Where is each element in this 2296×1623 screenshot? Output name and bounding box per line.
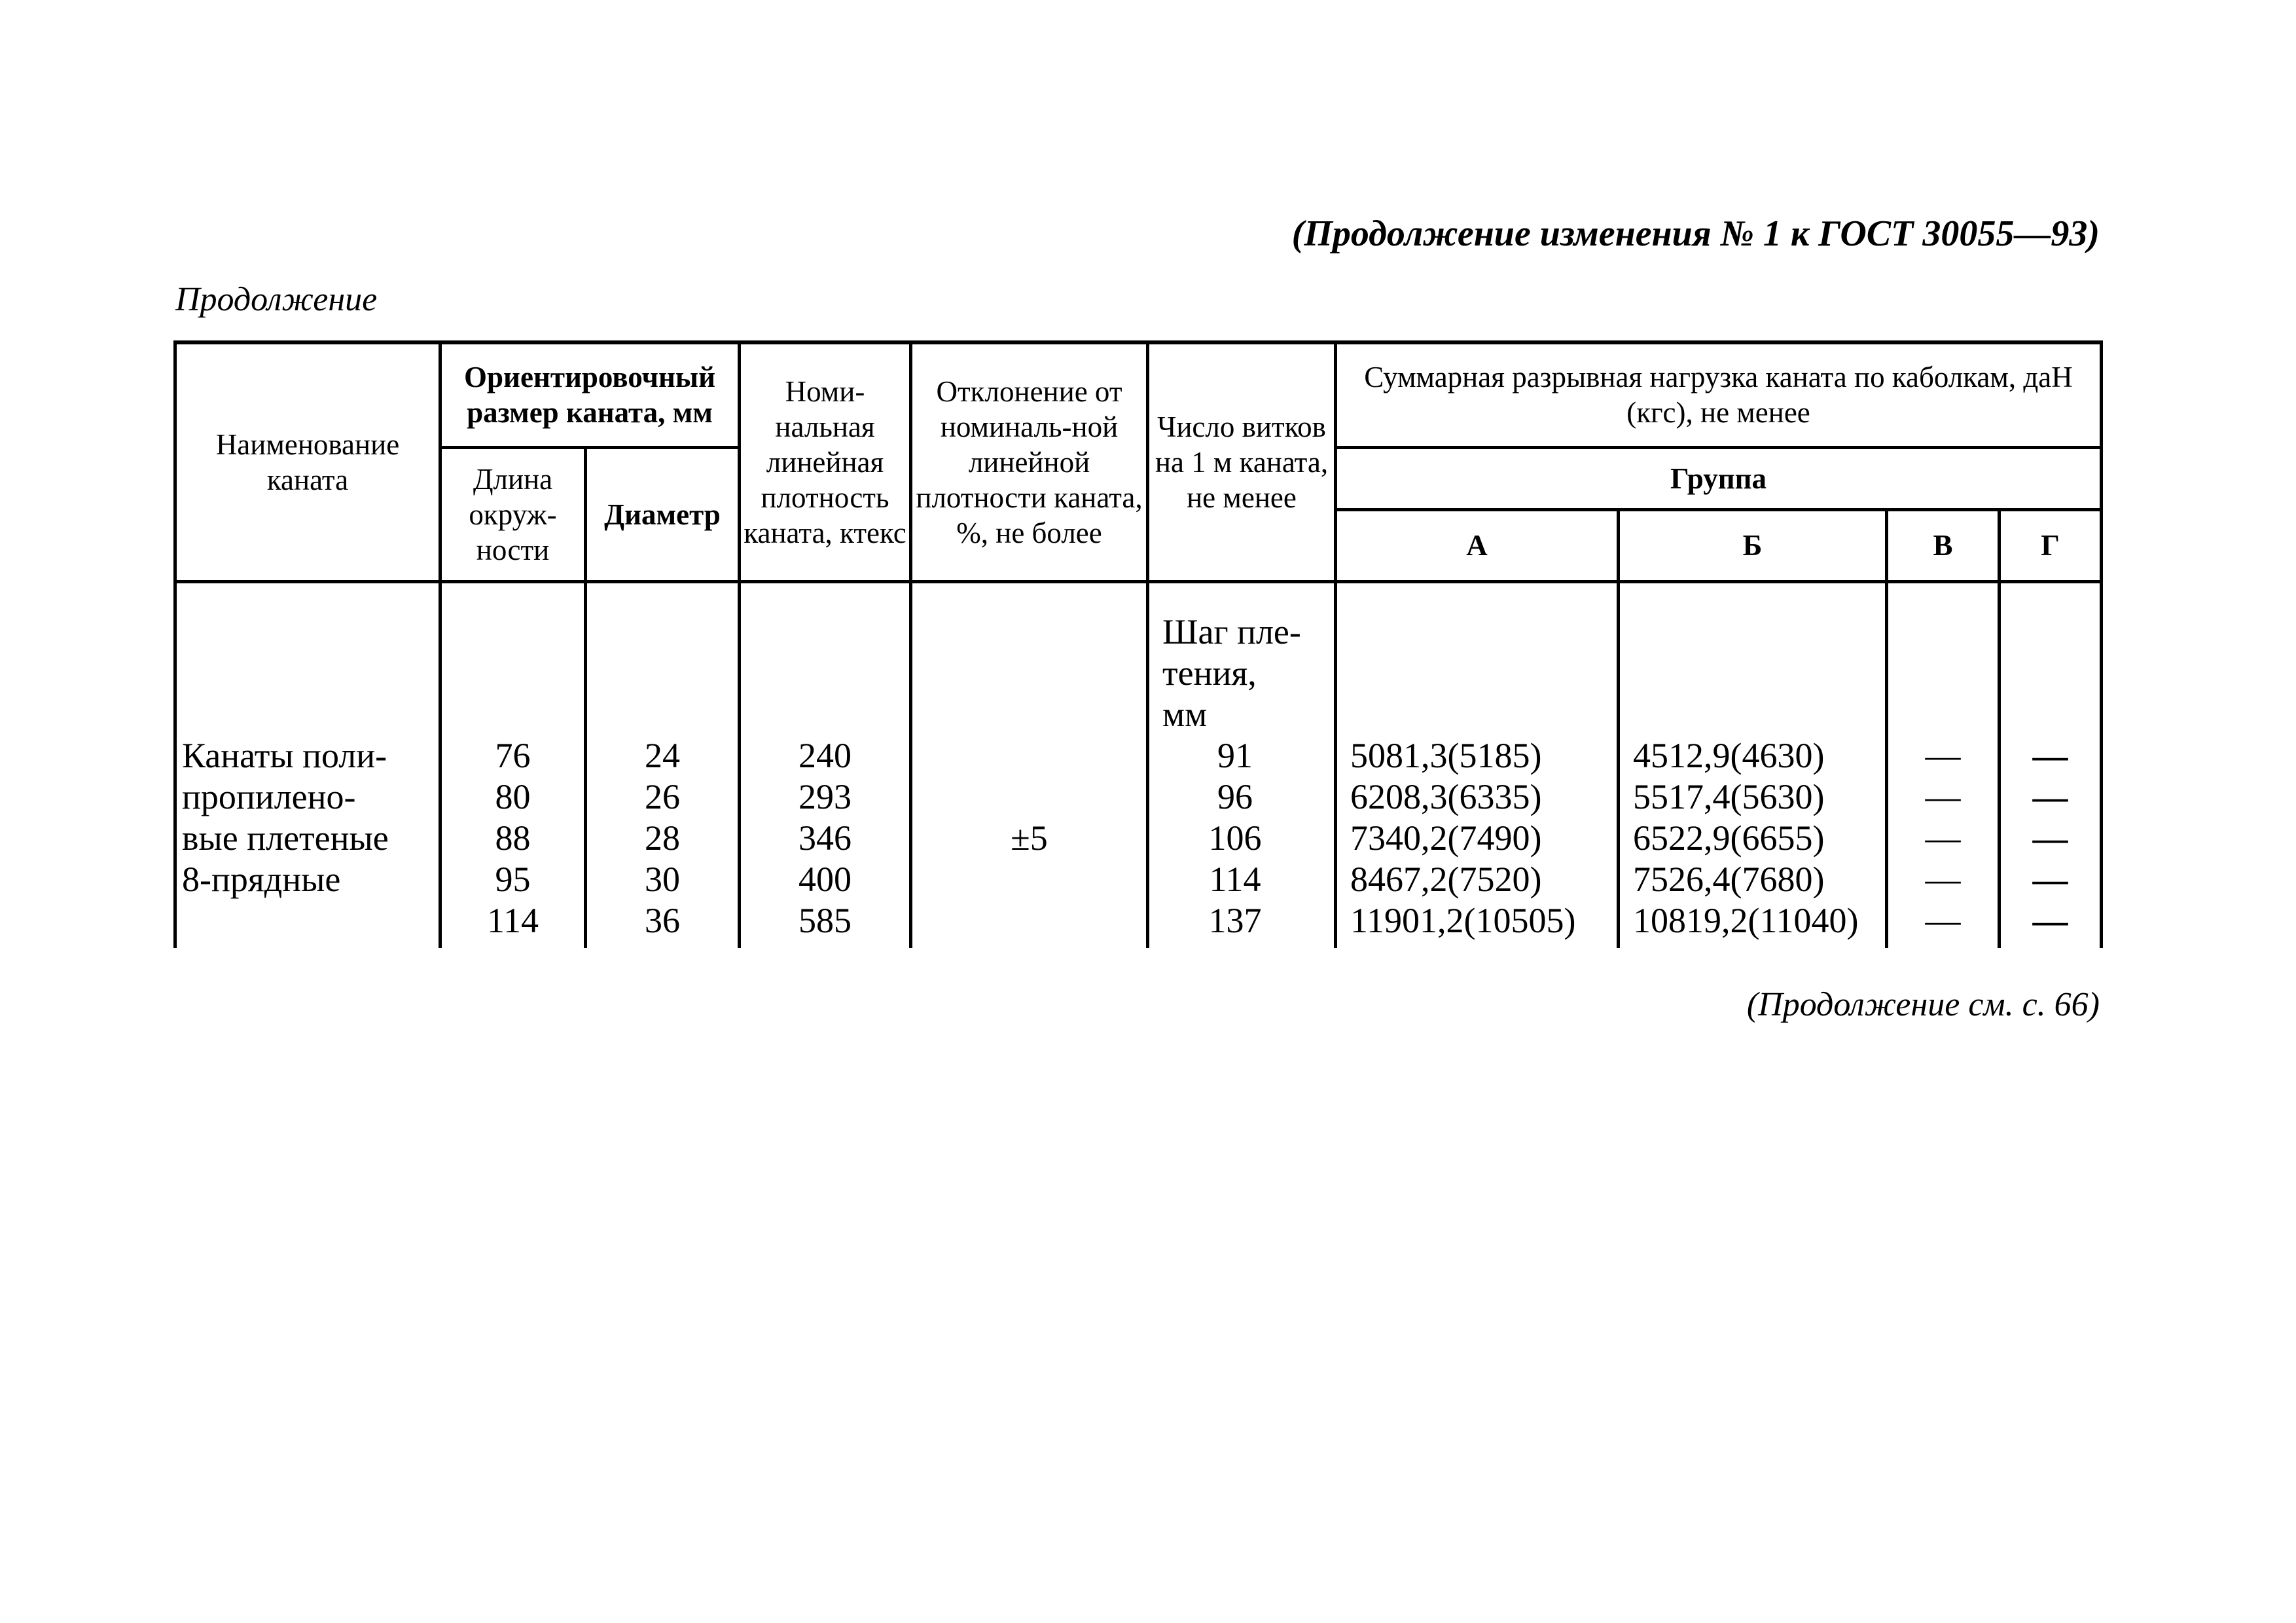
group-g-value: — (2032, 818, 2068, 858)
deviation-cell (911, 581, 1148, 948)
group-b-cell (1619, 581, 1887, 948)
turns-value: 106 (1208, 818, 1262, 858)
header-load: Суммарная разрывная нагрузка каната по каболкам, даН (кгс), не менее (1336, 342, 2102, 447)
header-deviation: Отклонение от номиналь-ной линейной плотности каната, %, не более (911, 342, 1148, 581)
group-v-value: — (1925, 901, 1961, 940)
rope-name-line: вые плетеные (182, 818, 389, 858)
circumference-value: 76 (495, 736, 531, 775)
circumference-value: 114 (487, 901, 539, 940)
group-b-value: 6522,9(6655) (1633, 818, 1825, 858)
group-a-cell (1336, 581, 1619, 948)
header-group-a: А (1336, 509, 1619, 581)
group-v-value: — (1925, 736, 1961, 775)
header-diameter: Диаметр (586, 447, 740, 581)
braid-step-label: тения, (1162, 653, 1257, 693)
braid-step-label: мм (1162, 695, 1208, 734)
group-v-value: — (1925, 818, 1961, 858)
group-a-value: 7340,2(7490) (1350, 818, 1542, 858)
density-value: 400 (798, 860, 852, 899)
diameter-value: 28 (645, 818, 680, 858)
document-header: (Продолжение изменения № 1 к ГОСТ 30055—93) (1291, 213, 2100, 254)
density-value: 346 (798, 818, 852, 858)
continuation-label: Продолжение (175, 281, 378, 318)
diameter-cell (586, 581, 740, 948)
group-b-value: 5517,4(5630) (1633, 777, 1825, 816)
group-g-value: — (2032, 860, 2068, 899)
group-g-cell (2000, 581, 2102, 948)
rope-name-line: Канаты поли- (182, 736, 387, 775)
header-approx-size: Ориентировочный размер каната, мм (440, 342, 740, 447)
group-a-value: 11901,2(10505) (1350, 901, 1576, 940)
header-group-v: В (1887, 509, 2000, 581)
diameter-value: 24 (645, 736, 680, 775)
group-g-value: — (2032, 901, 2068, 940)
group-a-value: 5081,3(5185) (1350, 736, 1542, 775)
header-name: Наименование каната (175, 342, 440, 581)
circumference-value: 80 (495, 777, 531, 816)
braid-step-label: Шаг пле- (1162, 612, 1301, 651)
group-g-value: — (2032, 777, 2068, 816)
header-group: Группа (1336, 447, 2102, 509)
diameter-value: 26 (645, 777, 680, 816)
header-group-g: Г (2000, 509, 2102, 581)
turns-value: 137 (1208, 901, 1262, 940)
group-v-value: — (1925, 860, 1961, 899)
header-group-b: Б (1619, 509, 1887, 581)
group-v-value: — (1925, 777, 1961, 816)
rope-table (173, 340, 2103, 948)
turns-value: 91 (1217, 736, 1253, 775)
group-v-cell (1887, 581, 2000, 948)
diameter-value: 36 (645, 901, 680, 940)
group-a-value: 8467,2(7520) (1350, 860, 1542, 899)
group-b-value: 7526,4(7680) (1633, 860, 1825, 899)
turns-value: 114 (1209, 860, 1261, 899)
group-a-value: 6208,3(6335) (1350, 777, 1542, 816)
table-row (175, 581, 2102, 948)
group-b-value: 10819,2(11040) (1633, 901, 1859, 940)
group-b-value: 4512,9(4630) (1633, 736, 1825, 775)
density-value: 293 (798, 777, 852, 816)
circumference-cell (440, 581, 586, 948)
header-density: Номи-нальная линейная плотность каната, ктекс (740, 342, 911, 581)
header-circumference: Длина окруж-ности (440, 447, 586, 581)
circumference-value: 88 (495, 818, 531, 858)
rope-table-container (173, 340, 2100, 949)
density-value: 240 (798, 736, 852, 775)
turns-cell (1148, 581, 1336, 948)
rope-name-line: 8-прядные (182, 860, 341, 899)
rope-name-cell (175, 581, 440, 948)
density-cell (740, 581, 911, 948)
density-value: 585 (798, 901, 852, 940)
circumference-value: 95 (495, 860, 531, 899)
header-turns: Число витков на 1 м каната, не менее (1148, 342, 1336, 581)
rope-name-line: пропилено- (182, 777, 356, 816)
footer-note: (Продолжение см. с. 66) (1746, 986, 2100, 1023)
group-g-value: — (2032, 736, 2068, 775)
turns-value: 96 (1217, 777, 1253, 816)
diameter-value: 30 (645, 860, 680, 899)
deviation-value: ±5 (1011, 818, 1048, 858)
